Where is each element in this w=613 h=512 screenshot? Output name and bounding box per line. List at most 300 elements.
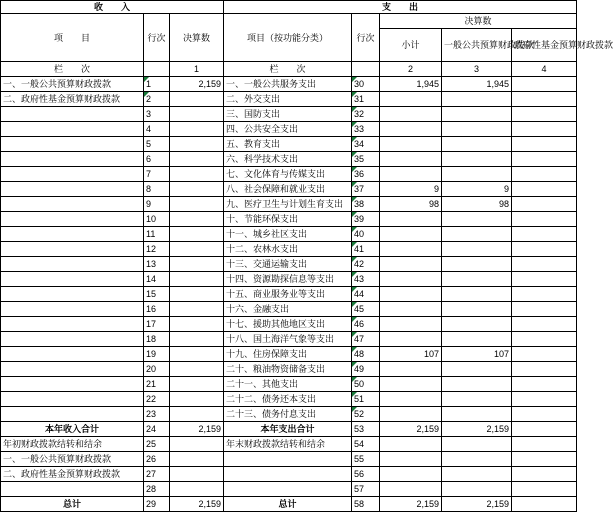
income-row-no: 21 <box>144 377 170 392</box>
expense-row-no <box>352 287 380 302</box>
expense-fund <box>512 257 577 272</box>
income-item <box>1 407 144 422</box>
expense-row-no-text: 43 <box>354 274 365 284</box>
expense-row-no-text: 50 <box>354 379 365 389</box>
expense-general <box>442 482 512 497</box>
income-item <box>1 302 144 317</box>
expense-row-no <box>352 317 380 332</box>
expense-general: 1,945 <box>442 77 512 92</box>
income-item <box>1 137 144 152</box>
income-row-no: 25 <box>144 437 170 452</box>
expense-row-no <box>352 107 380 122</box>
grand-expense-label: 总计 <box>224 497 352 512</box>
carry-in-general-label: 一、一般公共预算财政拨款 <box>1 452 144 467</box>
income-row-no: 20 <box>144 362 170 377</box>
table-row <box>1 197 577 212</box>
comment-marker-icon <box>352 92 357 97</box>
expense-row-no <box>352 197 380 212</box>
table-row <box>1 332 577 347</box>
expense-item: 九、医疗卫生与计划生育支出 <box>224 197 352 212</box>
expense-fund <box>512 287 577 302</box>
income-item <box>1 107 144 122</box>
income-amount <box>170 377 224 392</box>
expense-row-no-text: 40 <box>354 229 365 239</box>
table-row <box>1 257 577 272</box>
fund-budget-header: 政府性基金预算财政拨款 <box>512 29 577 62</box>
expense-item-header: 项目（按功能分类） <box>224 14 352 62</box>
expense-column-blank <box>352 62 380 77</box>
expense-fund <box>512 392 577 407</box>
expense-row-no: 54 <box>352 437 380 452</box>
income-amount <box>170 362 224 377</box>
comment-marker-icon <box>352 362 357 367</box>
expense-row-no: 58 <box>352 497 380 512</box>
expense-row-no-text: 51 <box>354 394 365 404</box>
income-item <box>1 332 144 347</box>
income-row-no: 22 <box>144 392 170 407</box>
table-row <box>1 107 577 122</box>
expense-subtotal <box>380 227 442 242</box>
expense-fund <box>512 152 577 167</box>
expense-item: 十六、金融支出 <box>224 302 352 317</box>
expense-fund <box>512 497 577 512</box>
income-amount <box>170 437 224 452</box>
income-amount <box>170 107 224 122</box>
income-item-header: 项 目 <box>1 14 144 62</box>
income-item <box>1 392 144 407</box>
blank-expense-item <box>224 482 352 497</box>
expense-item: 二十一、其他支出 <box>224 377 352 392</box>
income-amount: 2,159 <box>170 497 224 512</box>
income-item: 二、政府性基金预算财政拨款 <box>1 92 144 107</box>
table-row <box>1 242 577 257</box>
comment-marker-icon <box>352 392 357 397</box>
income-row-no <box>144 77 170 92</box>
table-row <box>1 407 577 422</box>
income-row-no: 11 <box>144 227 170 242</box>
expense-row-no-text: 48 <box>354 349 365 359</box>
expense-general <box>442 362 512 377</box>
table-row <box>1 272 577 287</box>
expense-fund <box>512 272 577 287</box>
income-amount <box>170 272 224 287</box>
expense-general: 9 <box>442 182 512 197</box>
expense-row-no-text: 32 <box>354 109 365 119</box>
expense-row-no-text: 30 <box>354 79 365 89</box>
expense-fund <box>512 482 577 497</box>
income-row-no: 13 <box>144 257 170 272</box>
expense-row-no <box>352 272 380 287</box>
income-row-no: 17 <box>144 317 170 332</box>
comment-marker-icon <box>144 77 149 82</box>
expense-general <box>442 392 512 407</box>
income-item <box>1 362 144 377</box>
income-amount <box>170 257 224 272</box>
expense-fund <box>512 92 577 107</box>
comment-marker-icon <box>352 167 357 172</box>
expense-general: 107 <box>442 347 512 362</box>
expense-row-no <box>352 182 380 197</box>
expense-item: 十三、交通运输支出 <box>224 257 352 272</box>
expense-general <box>442 122 512 137</box>
expense-fund <box>512 347 577 362</box>
table-row <box>1 77 577 92</box>
expense-subtotal <box>380 437 442 452</box>
totals-row <box>1 422 577 437</box>
expense-column-row-label: 栏 次 <box>224 62 352 77</box>
table-row <box>1 377 577 392</box>
expense-general <box>442 332 512 347</box>
table-row <box>1 392 577 407</box>
income-row-no: 16 <box>144 302 170 317</box>
income-item <box>1 377 144 392</box>
income-amount <box>170 347 224 362</box>
expense-item: 一、一般公共服务支出 <box>224 77 352 92</box>
expense-row-no-text: 49 <box>354 364 365 374</box>
grand-income-label: 总计 <box>1 497 144 512</box>
expense-item: 五、教育支出 <box>224 137 352 152</box>
expense-subtotal <box>380 242 442 257</box>
comment-marker-icon <box>352 197 357 202</box>
comment-marker-icon <box>352 77 357 82</box>
expense-row-no <box>352 332 380 347</box>
expense-row-no <box>352 152 380 167</box>
expense-subtotal <box>380 452 442 467</box>
income-amount <box>170 332 224 347</box>
comment-marker-icon <box>352 212 357 217</box>
income-row-no: 7 <box>144 167 170 182</box>
table-row <box>1 287 577 302</box>
table-row <box>1 212 577 227</box>
expense-fund <box>512 452 577 467</box>
income-row-no: 19 <box>144 347 170 362</box>
income-column-blank <box>144 62 170 77</box>
income-row-no: 27 <box>144 467 170 482</box>
table-row <box>1 227 577 242</box>
carry-out-blank-a <box>224 452 352 467</box>
expense-row-no-text: 45 <box>354 304 365 314</box>
expense-fund <box>512 77 577 92</box>
expense-item: 十五、商业服务业等支出 <box>224 287 352 302</box>
expense-row-no: 57 <box>352 482 380 497</box>
totals-row <box>1 452 577 467</box>
income-amount <box>170 182 224 197</box>
income-item <box>1 272 144 287</box>
blank-income-item <box>1 482 144 497</box>
expense-fund <box>512 182 577 197</box>
expense-subtotal: 98 <box>380 197 442 212</box>
expense-subtotal <box>380 107 442 122</box>
expense-subtotal <box>380 272 442 287</box>
expense-subtotal <box>380 377 442 392</box>
income-row-no: 18 <box>144 332 170 347</box>
expense-row-no-text: 44 <box>354 289 365 299</box>
expense-row-no <box>352 257 380 272</box>
carry-in-label: 年初财政拨款结转和结余 <box>1 437 144 452</box>
expense-general <box>442 317 512 332</box>
expense-general <box>442 212 512 227</box>
expense-row-no <box>352 227 380 242</box>
income-row-no: 9 <box>144 197 170 212</box>
expense-fund <box>512 212 577 227</box>
table-row <box>1 122 577 137</box>
income-item <box>1 317 144 332</box>
expense-general <box>442 152 512 167</box>
expense-row-no-header: 行次 <box>352 14 380 62</box>
comment-marker-icon <box>352 257 357 262</box>
expense-fund <box>512 467 577 482</box>
expense-item: 二十三、债务付息支出 <box>224 407 352 422</box>
expense-subtotal: 1,945 <box>380 77 442 92</box>
expense-general <box>442 407 512 422</box>
table-row <box>1 167 577 182</box>
header-row-section <box>1 1 577 14</box>
income-item <box>1 227 144 242</box>
expense-general <box>442 467 512 482</box>
expense-general: 2,159 <box>442 497 512 512</box>
column-number-row <box>1 62 577 77</box>
expense-row-no <box>352 92 380 107</box>
totals-row <box>1 467 577 482</box>
comment-marker-icon <box>144 92 149 97</box>
table-row <box>1 362 577 377</box>
income-amount <box>170 452 224 467</box>
income-row-no: 23 <box>144 407 170 422</box>
expense-general <box>442 437 512 452</box>
expense-general <box>442 242 512 257</box>
expense-item: 十四、资源勘探信息等支出 <box>224 272 352 287</box>
fund-column-no: 4 <box>512 62 577 77</box>
income-item <box>1 347 144 362</box>
comment-marker-icon <box>352 302 357 307</box>
general-column-no: 3 <box>442 62 512 77</box>
expense-fund <box>512 227 577 242</box>
expense-general <box>442 377 512 392</box>
expense-subtotal <box>380 482 442 497</box>
income-amount <box>170 152 224 167</box>
expense-row-no-text: 39 <box>354 214 365 224</box>
income-row-no-header: 行次 <box>144 14 170 62</box>
expense-item: 十八、国土海洋气象等支出 <box>224 332 352 347</box>
income-item <box>1 152 144 167</box>
income-amount <box>170 242 224 257</box>
income-item <box>1 212 144 227</box>
expense-item: 十二、农林水支出 <box>224 242 352 257</box>
comment-marker-icon <box>352 317 357 322</box>
expense-general: 98 <box>442 197 512 212</box>
table-body <box>1 1 613 512</box>
table-row <box>1 92 577 107</box>
income-amount <box>170 92 224 107</box>
expense-item: 十七、援助其他地区支出 <box>224 317 352 332</box>
income-amount <box>170 212 224 227</box>
expense-fund <box>512 422 577 437</box>
expense-subtotal <box>380 407 442 422</box>
expense-general <box>442 107 512 122</box>
income-column-no: 1 <box>170 62 224 77</box>
comment-marker-icon <box>352 122 357 127</box>
expense-row-no <box>352 122 380 137</box>
expense-row-no <box>352 242 380 257</box>
income-item: 一、一般公共预算财政拨款 <box>1 77 144 92</box>
expense-item: 六、科学技术支出 <box>224 152 352 167</box>
expense-row-no <box>352 377 380 392</box>
expense-fund <box>512 302 577 317</box>
income-row-no: 6 <box>144 152 170 167</box>
expense-fund <box>512 242 577 257</box>
expense-general <box>442 272 512 287</box>
expense-row-no-text: 33 <box>354 124 365 134</box>
comment-marker-icon <box>352 332 357 337</box>
expense-subtotal <box>380 122 442 137</box>
expense-subtotal <box>380 317 442 332</box>
expense-item: 十一、城乡社区支出 <box>224 227 352 242</box>
expense-row-no-text: 34 <box>354 139 365 149</box>
expense-general <box>442 137 512 152</box>
income-amount <box>170 122 224 137</box>
expense-subtotal: 2,159 <box>380 497 442 512</box>
income-row-no-text: 1 <box>146 79 152 89</box>
comment-marker-icon <box>352 377 357 382</box>
comment-marker-icon <box>352 182 357 187</box>
expense-row-no: 53 <box>352 422 380 437</box>
comment-marker-icon <box>352 137 357 142</box>
expense-row-no <box>352 137 380 152</box>
expense-row-no <box>352 77 380 92</box>
comment-marker-icon <box>352 347 357 352</box>
expense-fund <box>512 197 577 212</box>
carry-out-label: 年末财政拨款结转和结余 <box>224 437 352 452</box>
income-amount <box>170 227 224 242</box>
expense-item: 三、国防支出 <box>224 107 352 122</box>
expense-fund <box>512 167 577 182</box>
income-amount <box>170 287 224 302</box>
expense-general <box>442 257 512 272</box>
income-amount <box>170 482 224 497</box>
header-row-labels <box>1 14 577 29</box>
expense-item: 二十二、债务还本支出 <box>224 392 352 407</box>
income-amount: 2,159 <box>170 422 224 437</box>
expense-fund <box>512 107 577 122</box>
expense-item: 二、外交支出 <box>224 92 352 107</box>
expense-item: 二十、粮油物资储备支出 <box>224 362 352 377</box>
expense-general <box>442 92 512 107</box>
expense-fund <box>512 437 577 452</box>
income-amount <box>170 302 224 317</box>
income-amount: 2,159 <box>170 77 224 92</box>
comment-marker-icon <box>352 407 357 412</box>
expense-item: 十、节能环保支出 <box>224 212 352 227</box>
carry-out-blank-b <box>224 467 352 482</box>
expense-row-no <box>352 302 380 317</box>
income-item <box>1 242 144 257</box>
income-row-no: 15 <box>144 287 170 302</box>
expense-row-no <box>352 347 380 362</box>
expense-general <box>442 167 512 182</box>
expense-row-no: 55 <box>352 452 380 467</box>
comment-marker-icon <box>352 152 357 157</box>
expense-row-no-text: 36 <box>354 169 365 179</box>
expense-item: 四、公共安全支出 <box>224 122 352 137</box>
expense-subtotal: 2,159 <box>380 422 442 437</box>
expense-fund <box>512 332 577 347</box>
income-item <box>1 122 144 137</box>
table-row <box>1 182 577 197</box>
income-row-no: 10 <box>144 212 170 227</box>
expense-row-no: 56 <box>352 467 380 482</box>
income-row-no: 4 <box>144 122 170 137</box>
expense-row-no <box>352 392 380 407</box>
expense-subtotal <box>380 167 442 182</box>
income-row-no: 28 <box>144 482 170 497</box>
income-item <box>1 197 144 212</box>
expense-fund <box>512 122 577 137</box>
income-amount <box>170 197 224 212</box>
expense-section-title: 支 出 <box>224 1 577 14</box>
comment-marker-icon <box>352 227 357 232</box>
expense-fund <box>512 377 577 392</box>
expense-fund <box>512 137 577 152</box>
income-row-no: 26 <box>144 452 170 467</box>
income-amount <box>170 467 224 482</box>
comment-marker-icon <box>352 107 357 112</box>
comment-marker-icon <box>352 272 357 277</box>
expense-general: 2,159 <box>442 422 512 437</box>
expense-subtotal <box>380 257 442 272</box>
income-column-row-label: 栏 次 <box>1 62 144 77</box>
expense-row-no-text: 31 <box>354 94 365 104</box>
income-row-no: 12 <box>144 242 170 257</box>
expense-item: 八、社会保障和就业支出 <box>224 182 352 197</box>
expense-row-no <box>352 407 380 422</box>
income-amount <box>170 392 224 407</box>
income-row-no: 29 <box>144 497 170 512</box>
table-row <box>1 317 577 332</box>
expense-row-no <box>352 212 380 227</box>
income-row-no: 3 <box>144 107 170 122</box>
expense-general <box>442 287 512 302</box>
income-row-no: 24 <box>144 422 170 437</box>
income-amount <box>170 317 224 332</box>
year-expense-label: 本年支出合计 <box>224 422 352 437</box>
income-item <box>1 182 144 197</box>
expense-general <box>442 452 512 467</box>
table-row <box>1 137 577 152</box>
income-row-no: 14 <box>144 272 170 287</box>
carry-in-fund-label: 二、政府性基金预算财政拨款 <box>1 467 144 482</box>
expense-subtotal <box>380 467 442 482</box>
expense-general <box>442 302 512 317</box>
expense-row-no-text: 41 <box>354 244 365 254</box>
expense-row-no-text: 37 <box>354 184 365 194</box>
comment-marker-icon <box>352 242 357 247</box>
expense-row-no <box>352 362 380 377</box>
general-budget-header: 一般公共预算财政拨款 <box>442 29 512 62</box>
income-row-no: 8 <box>144 182 170 197</box>
income-amount <box>170 407 224 422</box>
expense-subtotal <box>380 152 442 167</box>
expense-subtotal <box>380 362 442 377</box>
expense-subtotal <box>380 287 442 302</box>
expense-row-no <box>352 167 380 182</box>
expense-item: 七、文化体育与传媒支出 <box>224 167 352 182</box>
subtotal-column-no: 2 <box>380 62 442 77</box>
expense-subtotal: 9 <box>380 182 442 197</box>
income-row-no: 5 <box>144 137 170 152</box>
income-item <box>1 167 144 182</box>
table-row <box>1 347 577 362</box>
income-row-no <box>144 92 170 107</box>
